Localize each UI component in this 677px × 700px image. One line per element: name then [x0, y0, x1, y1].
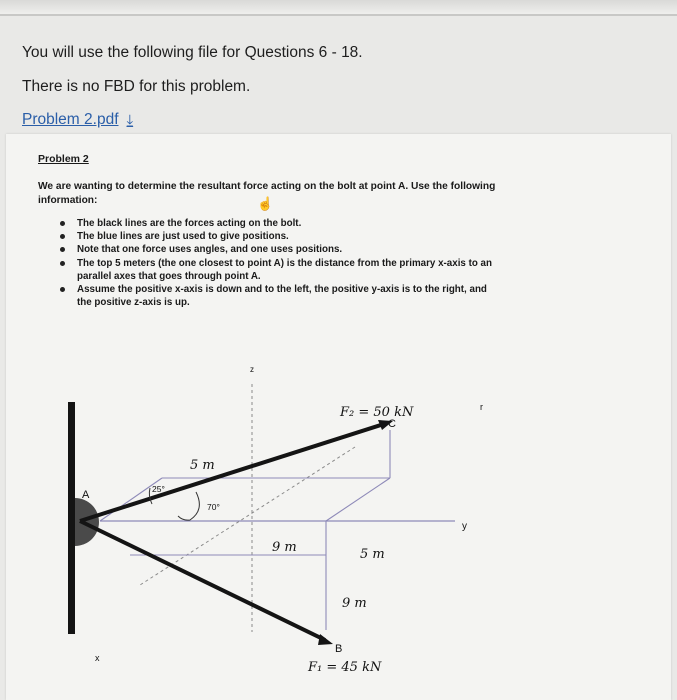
angle-70-arc	[178, 492, 199, 520]
dim-5m-right-label: 5 m	[360, 547, 385, 562]
download-arrow-icon[interactable]: ⤓	[126, 111, 134, 129]
axis-x-label: x	[95, 653, 100, 663]
document-title: Problem 2	[38, 153, 89, 165]
axis-y-label: y	[462, 521, 467, 532]
point-c-label: C	[388, 418, 396, 430]
stray-mark: r	[480, 402, 483, 412]
force-f1-arrowhead	[318, 634, 333, 645]
dim-5m-top-label: 5 m	[190, 458, 215, 473]
axis-z-label: z	[250, 365, 254, 374]
point-a-label: A	[82, 489, 90, 501]
bolt	[75, 498, 99, 546]
point-b-label: B	[335, 643, 343, 655]
angle-25-label: 25°	[152, 484, 165, 494]
position-line	[326, 478, 390, 521]
force-f2-line	[80, 424, 384, 521]
bullet-item: Note that one force uses angles, and one uses positions.	[60, 243, 500, 256]
force-f1-line	[80, 521, 325, 640]
pdf-file-name[interactable]: Problem 2.pdf	[22, 111, 119, 128]
wall	[68, 402, 75, 634]
bullet-item: The black lines are the forces acting on the bolt.	[60, 217, 500, 230]
document-intro: We are wanting to determine the resultant force acting on the bolt at point A. Use the following information:	[38, 181, 496, 206]
angle-70-label: 70°	[207, 502, 220, 512]
question-text-line2: There is no FBD for this problem.	[22, 78, 251, 95]
question-text-line1: You will use the following file for Questions 6 - 18.	[22, 44, 363, 61]
bullet-item: The blue lines are just used to give positions.	[60, 230, 500, 243]
bullet-item: Assume the positive x-axis is down and to the left, the positive y-axis is to the right, and the positive z-axis is up.	[60, 283, 500, 309]
force-f1-label: F₁ = 45 kN	[308, 660, 382, 675]
bullet-item: The top 5 meters (the one closest to point A) is the distance from the primary x-axis to an parallel axes that goes through point A.	[60, 257, 500, 283]
dim-9m-left-label: 9 m	[272, 540, 297, 555]
dim-9m-right-label: 9 m	[342, 596, 367, 611]
force-f2-label: F₂ = 50 kN	[340, 405, 414, 420]
cursor-icon: ☝	[257, 196, 274, 211]
